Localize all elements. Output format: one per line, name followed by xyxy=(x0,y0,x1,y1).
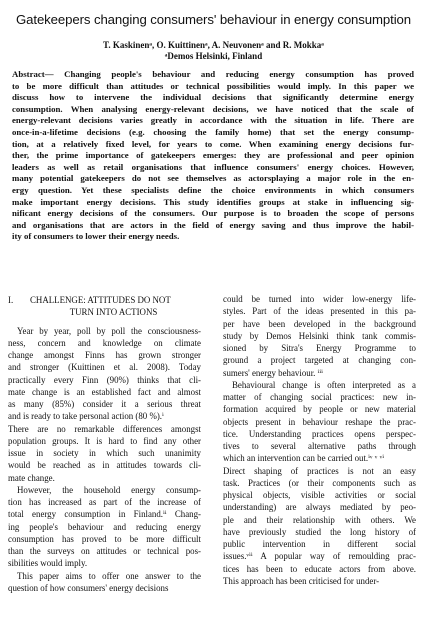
body-text-line: matter of changing social practices: new in- xyxy=(223,392,416,402)
body-text-line: total energy consumption in Finland.ⁱⁱ Chang- xyxy=(8,509,201,520)
body-text-line: ple and their relationship with others. We xyxy=(223,514,416,525)
body-text-line: could be turned into wider low-energy life- xyxy=(223,294,416,304)
body-text-line: study by Demos Helsinki think tank commis- xyxy=(223,330,416,341)
abstract-line: ther, the prime importance of gatekeepers emerges: they are professional and peer opinion xyxy=(12,150,414,161)
body-text-line: formation acquired by people or new material xyxy=(223,404,416,415)
body-text-line: Year by year, poll by poll the consciousness- xyxy=(17,325,201,336)
abstract-line: to be more difficult than attitudes or technical possibilities would imply. In this paper we xyxy=(12,80,414,91)
author-list: T. Kaskinenᵃ, O. Kuittinenᵃ, A. Neuvonenᵃ and R. Mokkaᵃ xyxy=(103,40,324,50)
body-text-line: sibilities would imply. xyxy=(8,558,88,569)
abstract-line: Abstract— Changing people's behaviour and reducing energy consumption has proved xyxy=(12,69,414,79)
abstract-line: ergy question. Yet these specialists define the choice environments in which consumers xyxy=(12,184,414,195)
body-text-line: Direct shaping of practices is not an easy xyxy=(223,465,416,476)
body-text-line: ing people's behaviour and reducing energy xyxy=(8,521,201,532)
body-text-line: as many (85%) consider it a serious threat xyxy=(8,399,201,409)
section-heading xyxy=(8,294,201,306)
abstract-line: ity of consumers to lower their energy needs. xyxy=(12,231,180,242)
body-text-line: sumers' energy behaviour. ⁱⁱⁱ xyxy=(223,367,323,378)
affiliation: ᵃDemos Helsinki, Finland xyxy=(164,51,263,61)
abstract-line: leaders as well as retail organisations that influence consumers' energy choices. However, xyxy=(12,161,414,172)
body-text-line: However, the household energy consump- xyxy=(17,484,201,495)
body-text-line: task. Practices (or their components such as xyxy=(223,477,416,488)
abstract-line: many potential gatekeepers do not see themselves as actorsplaying a major role in the en- xyxy=(12,173,414,184)
body-text-line: tion has increased as part of the increase of xyxy=(8,497,201,507)
abstract-line: once-in-a-lifetime decisions (e.g. choosing the family home) that set the energy consump- xyxy=(12,126,414,137)
body-text-line: ness, concern and knowledge on climate xyxy=(8,337,201,348)
abstract-line: and organisations that are actors in the field of energy saving and thus improve the habil- xyxy=(12,219,414,230)
body-text-line: sioned by Sitra's Energy Programme to xyxy=(223,343,416,353)
body-text-line: There are no remarkable differences amongst xyxy=(8,423,201,434)
right-column xyxy=(223,293,416,587)
body-text-line: and is ready to take personal action (80 %).ⁱ xyxy=(8,411,164,422)
abstract-line: energy-relevant decisions varies greatly in accordance with the situation in life. There are xyxy=(12,115,414,126)
body-text-line: mate change is an established fact and almost xyxy=(8,386,201,397)
section-title-line2: TURN INTO ACTIONS xyxy=(69,307,158,318)
body-text-line: Behavioural change is often interpreted as a xyxy=(232,379,416,390)
abstract-line: make important energy decisions. This study identifies groups at stake in influencing sig- xyxy=(12,196,414,207)
body-text-line: physical objects, visible activities or social xyxy=(223,490,416,500)
section-number: I. xyxy=(8,295,14,305)
body-text-line: and stronger (Kuittinen et al. 2008). Today xyxy=(8,362,201,373)
body-text-line: objects present in behaviour reshape the prac- xyxy=(223,416,416,427)
author-block xyxy=(0,40,427,62)
body-text-line: public intervention in different social xyxy=(223,539,416,549)
body-text-line: tives to several alternative paths through xyxy=(223,441,416,451)
body-text-line: This paper aims to offer one answer to the xyxy=(17,570,201,581)
body-text-line: tices has been to educate actors from above. xyxy=(223,563,416,574)
body-text-line: issue in society in which such unanimity xyxy=(8,448,201,458)
body-text-line: per have been developed in the background xyxy=(223,318,416,329)
left-column xyxy=(8,294,201,594)
abstract-line: discuss how to intervene the individual decisions that significantly determine energy xyxy=(12,92,414,103)
body-text-line: than the surveys on attitudes or technical pos- xyxy=(8,546,201,556)
body-text-line: styles. Part of the ideas presented in this pa- xyxy=(223,306,416,317)
body-text-line: change amongst Finns has grown stronger xyxy=(8,350,201,360)
left-column-body xyxy=(8,325,201,595)
abstract-line: tion, at a relatively fixed level, for years to come. When examining energy decisions fur- xyxy=(12,138,414,149)
abstract-line: nificant energy decisions of the consumers. Our purpose is to broaden the scope of persons xyxy=(12,208,414,219)
body-text-line: understanding) are always mediated by peo- xyxy=(223,502,416,513)
section-title-line1: CHALLENGE: ATTITUDES DO NOT xyxy=(30,295,171,305)
body-text-line: consumption has proved to be more difficult xyxy=(8,533,201,544)
body-text-line: question of how consumers' energy decisions xyxy=(8,582,169,593)
body-text-line: ground a project targeted at changing con- xyxy=(223,355,416,366)
abstract xyxy=(12,69,414,243)
body-text-line: would be reached as in attitudes towards cli- xyxy=(8,460,201,471)
body-text-line: which an intervention can be carried out.ⁱᵛ ᵛ ᵛⁱ xyxy=(223,453,384,464)
abstract-line: consumption. When analysing energy-relevant decisions, we have noticed that the scale of xyxy=(12,103,414,114)
body-text-line: mate change. xyxy=(8,472,55,483)
body-text-line: issues.ᵛⁱⁱ A popular way of remoulding prac- xyxy=(223,551,416,562)
body-text-line: practically every Finn (90%) thinks that cli- xyxy=(8,374,201,385)
body-text-line: This approach has been criticised for under- xyxy=(223,575,380,586)
body-text-line: population groups. It is hard to find any other xyxy=(8,435,201,446)
body-text-line: have previously studied the long history of xyxy=(223,526,416,537)
body-text-line: tice. Understanding practices opens perspec- xyxy=(223,428,416,439)
paper-title: Gatekeepers changing consumers' behaviour in energy consumption xyxy=(15,12,411,27)
